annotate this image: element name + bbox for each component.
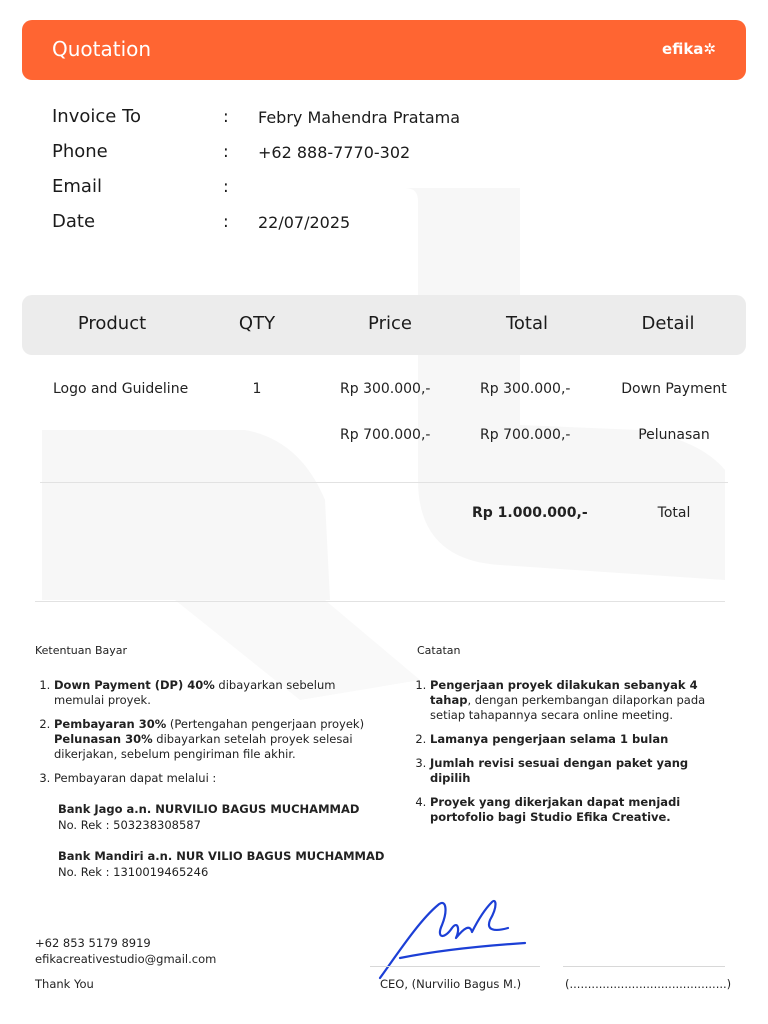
email-label: Email [52, 176, 102, 197]
separator: : [223, 107, 229, 127]
cell-qty: 1 [252, 381, 262, 397]
column-header-total: Total [505, 313, 549, 334]
column-header-price: Price [368, 313, 412, 334]
contact-email: efikacreativestudio@gmail.com [35, 952, 217, 966]
list-item: 1. Down Payment (DP) 40% dibayarkan sebelum memulai proyek. [54, 678, 385, 708]
signer-title: CEO, (Nurvilio Bagus M.) [380, 977, 522, 991]
cell-total: Rp 700.000,- [480, 427, 571, 443]
invoice-to-label: Invoice To [52, 106, 142, 127]
list-item: 3. Jumlah revisi sesuai dengan paket yang dipilih [430, 756, 731, 786]
grand-total-value: Rp 1.000.000,- [472, 505, 588, 521]
handwritten-signature [360, 880, 540, 990]
cell-detail: Down Payment [621, 381, 727, 397]
separator: : [223, 177, 229, 197]
list-item: 4. Proyek yang dikerjakan dapat menjadi portofolio bagi Studio Efika Creative. [430, 795, 731, 825]
list-item: 1. Pengerjaan proyek dilakukan sebanyak 4 tahap, dengan perkembangan dilaporkan pada setiap tahapannya secara online meeting. [430, 678, 731, 723]
bank-account [58, 801, 359, 833]
date-value: 22/07/2025 [258, 213, 351, 232]
cell-price: Rp 700.000,- [340, 427, 431, 443]
thank-you: Thank You [35, 977, 94, 991]
signature-blank: (...........................................) [565, 977, 732, 991]
cell-price: Rp 300.000,- [340, 381, 431, 397]
notes-list [411, 678, 731, 834]
payment-terms-list [35, 678, 385, 795]
column-header-qty: QTY [238, 313, 276, 334]
separator: : [223, 142, 229, 162]
divider [40, 482, 728, 483]
table-header [22, 295, 746, 355]
account-number: No. Rek : 1310019465246 [58, 865, 209, 879]
bank-account [58, 848, 384, 880]
divider [35, 601, 725, 602]
cell-product: Logo and Guideline [53, 381, 189, 397]
signature-line [563, 966, 725, 967]
invoice-to-value: Febry Mahendra Pratama [258, 108, 461, 127]
phone-value: +62 888-7770-302 [258, 143, 411, 162]
brand-logo: efika✲ [662, 40, 716, 58]
contact-phone: +62 853 5179 8919 [35, 936, 151, 950]
document-title: Quotation [52, 37, 152, 61]
list-item: 2. Pembayaran 30% (Pertengahan pengerjaan proyek) Pelunasan 30% dibayarkan setelah proyek selesai dikerjakan, sebelum pengiriman file akhir. [54, 717, 385, 762]
cell-total: Rp 300.000,- [480, 381, 571, 397]
phone-label: Phone [52, 141, 108, 162]
list-item: 2. Lamanya pengerjaan selama 1 bulan [430, 732, 731, 747]
bank-name: Bank Mandiri a.n. NUR VILIO BAGUS MUCHAMMAD [58, 849, 385, 863]
separator: : [223, 212, 229, 232]
signature-line [370, 966, 540, 967]
notes-title: Catatan [417, 644, 461, 657]
grand-total-label: Total [657, 505, 691, 521]
column-header-product: Product [77, 313, 147, 334]
header-bar [22, 20, 746, 80]
asterisk-icon: ✲ [703, 40, 716, 58]
account-number: No. Rek : 503238308587 [58, 818, 201, 832]
bank-name: Bank Jago a.n. NURVILIO BAGUS MUCHAMMAD [58, 802, 360, 816]
payment-terms-title: Ketentuan Bayar [35, 644, 128, 657]
column-header-detail: Detail [641, 313, 695, 334]
date-label: Date [52, 211, 96, 232]
cell-detail: Pelunasan [638, 427, 710, 443]
list-item: 3. Pembayaran dapat melalui : [54, 771, 385, 786]
